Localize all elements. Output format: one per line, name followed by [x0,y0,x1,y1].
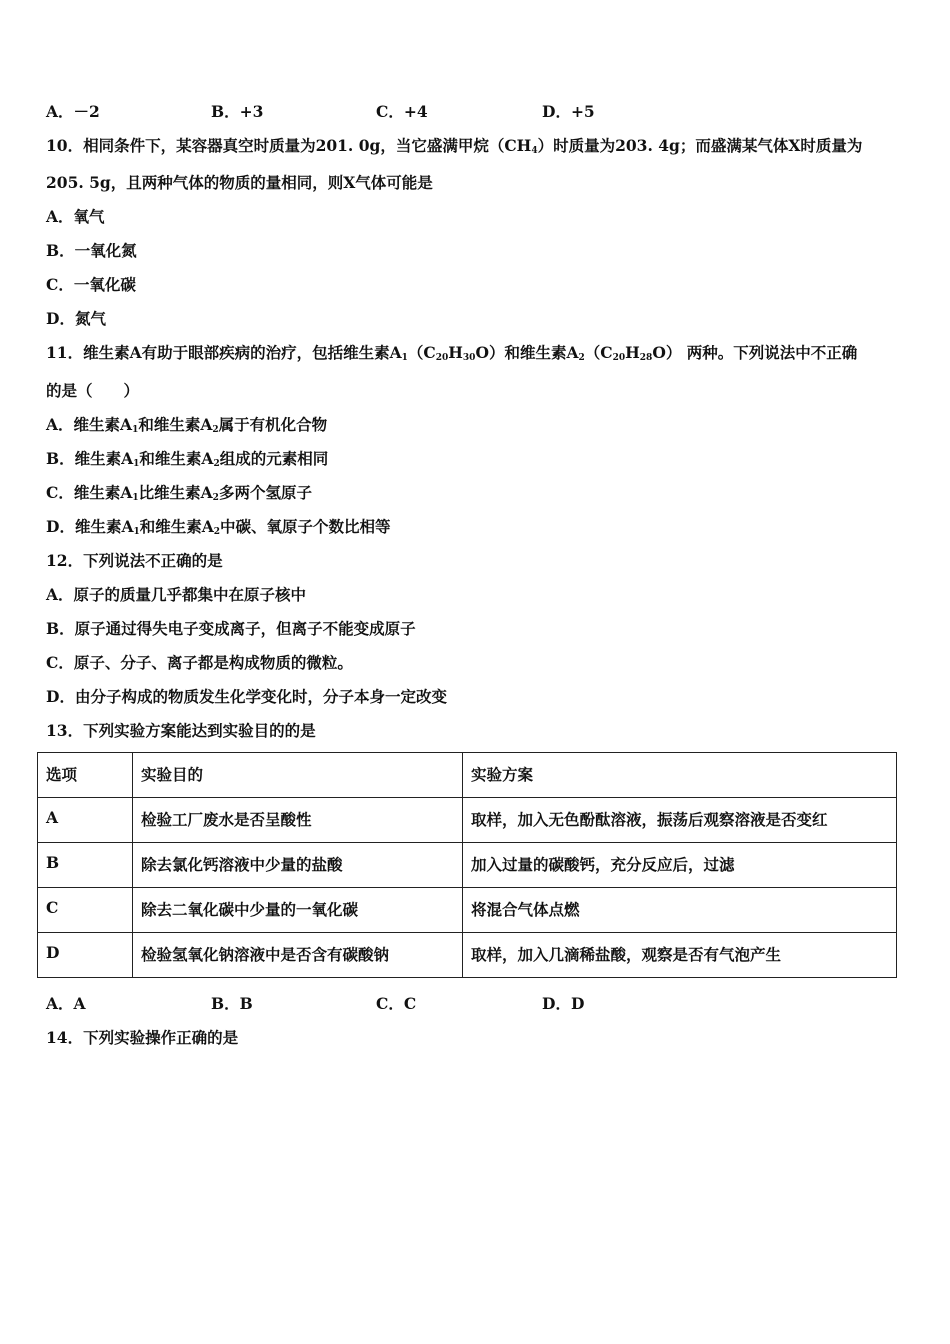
q11d-s2: 2 [213,527,221,537]
q12-option-c: C．原子、分子、离子都是构成物质的微粒。 [46,653,353,672]
q12-option-b: B．原子通过得失电子变成离子，但离子不能变成原子 [46,619,416,638]
q11-option-c [46,482,312,504]
q9-option-a: A．－2 [46,102,100,121]
q10-stem-line1 [46,135,862,157]
q11-t4: O）和维生素A [475,343,579,362]
q11-s4: 2 [578,353,585,363]
q11-option-a [46,414,327,436]
q9-option-c: C．+4 [376,102,428,121]
q14-stem: 14．下列实验操作正确的是 [46,1028,239,1047]
q11a-s2: 2 [212,425,219,435]
q12-stem: 12．下列说法不正确的是 [46,551,223,570]
q11-option-b [46,448,328,470]
row-b-plan: 加入过量的碳酸钙，充分反应后，过滤 [463,843,897,888]
q11-t7: O） 两种。下列说法中不正确 [652,343,858,362]
q10-option-b: B．一氧化氮 [46,241,137,260]
q11a-t2: 和维生素A [138,415,213,434]
q11c-t1: C．维生素A [46,483,133,502]
header-plan: 实验方案 [463,753,897,798]
q13-stem: 13．下列实验方案能达到实验目的的是 [46,721,316,740]
row-b-purpose: 除去氯化钙溶液中少量的盐酸 [133,843,463,888]
q11b-s2: 2 [213,459,220,469]
q10-option-c: C．一氧化碳 [46,275,136,294]
table-row [38,798,897,843]
row-a-purpose: 检验工厂废水是否呈酸性 [133,798,463,843]
q10-text-a: 10．相同条件下，某容器真空时质量为201. 0g，当它盛满甲烷（CH [46,136,532,155]
q12-option-d: D．由分子构成的物质发生化学变化时，分子本身一定改变 [46,687,447,706]
q11a-t1: A．维生素A [46,415,133,434]
q11d-t2: 和维生素A [139,517,214,536]
q11-stem-line2: 的是（ ） [46,381,140,400]
q11c-t2: 比维生素A [138,483,213,502]
q10-sub: 4 [531,146,538,156]
row-a-option: A [38,798,133,843]
q11d-s1: 1 [133,527,140,537]
table-row [38,888,897,933]
q11-t1: 11．维生素A有助于眼部疾病的治疗，包括维生素A [46,343,402,362]
q11c-t3: 多两个氢原子 [218,483,312,502]
q11b-t1: B．维生素A [46,449,134,468]
q11-stem-line1 [46,342,857,364]
q11-t2: （C [407,343,436,362]
q10-stem-line2: 205. 5g，且两种气体的物质的量相同，则X气体可能是 [46,173,433,192]
q11-s6: 28 [639,353,653,363]
q11-s5: 20 [612,353,626,363]
table-header-row [38,753,897,798]
q11-t6: H [625,343,640,362]
q11-option-d [46,516,391,538]
q10-option-a: A．氧气 [46,207,105,226]
q13-option-b: B．B [211,994,253,1013]
q11b-t3: 组成的元素相同 [219,449,329,468]
q11-t5: （C [584,343,613,362]
q11a-t3: 属于有机化合物 [218,415,328,434]
q9-option-d: D．+5 [542,102,595,121]
q10-text-b: ）时质量为203. 4g；而盛满某气体X时质量为 [537,136,863,155]
q11d-t1: D．维生素A [46,517,134,536]
q11d-t3: 中碳、氧原子个数比相等 [220,517,391,536]
table-row [38,933,897,978]
q10-option-d: D．氮气 [46,309,106,328]
row-d-plan: 取样，加入几滴稀盐酸，观察是否有气泡产生 [463,933,897,978]
q11a-s1: 1 [132,425,139,435]
row-a-plan: 取样，加入无色酚酞溶液，振荡后观察溶液是否变红 [463,798,897,843]
row-c-option: C [38,888,133,933]
table-row [38,843,897,888]
row-c-plan: 将混合气体点燃 [463,888,897,933]
q11c-s1: 1 [132,493,139,503]
q13-option-d: D．D [542,994,585,1013]
q11b-t2: 和维生素A [139,449,214,468]
row-b-option: B [38,843,133,888]
q11-s1: 1 [401,353,408,363]
header-purpose: 实验目的 [133,753,463,798]
q9-option-b: B．+3 [211,102,264,121]
header-option: 选项 [38,753,133,798]
q11-s2: 20 [435,353,449,363]
q11-s3: 30 [462,353,476,363]
row-d-purpose: 检验氢氧化钠溶液中是否含有碳酸钠 [133,933,463,978]
q11-t3: H [448,343,463,362]
q11b-s1: 1 [133,459,140,469]
row-d-option: D [38,933,133,978]
q11c-s2: 2 [212,493,219,503]
row-c-purpose: 除去二氧化碳中少量的一氧化碳 [133,888,463,933]
q13-option-a: A．A [46,994,86,1013]
q13-experiment-table [37,752,897,978]
q12-option-a: A．原子的质量几乎都集中在原子核中 [46,585,307,604]
q13-option-c: C．C [376,994,417,1013]
